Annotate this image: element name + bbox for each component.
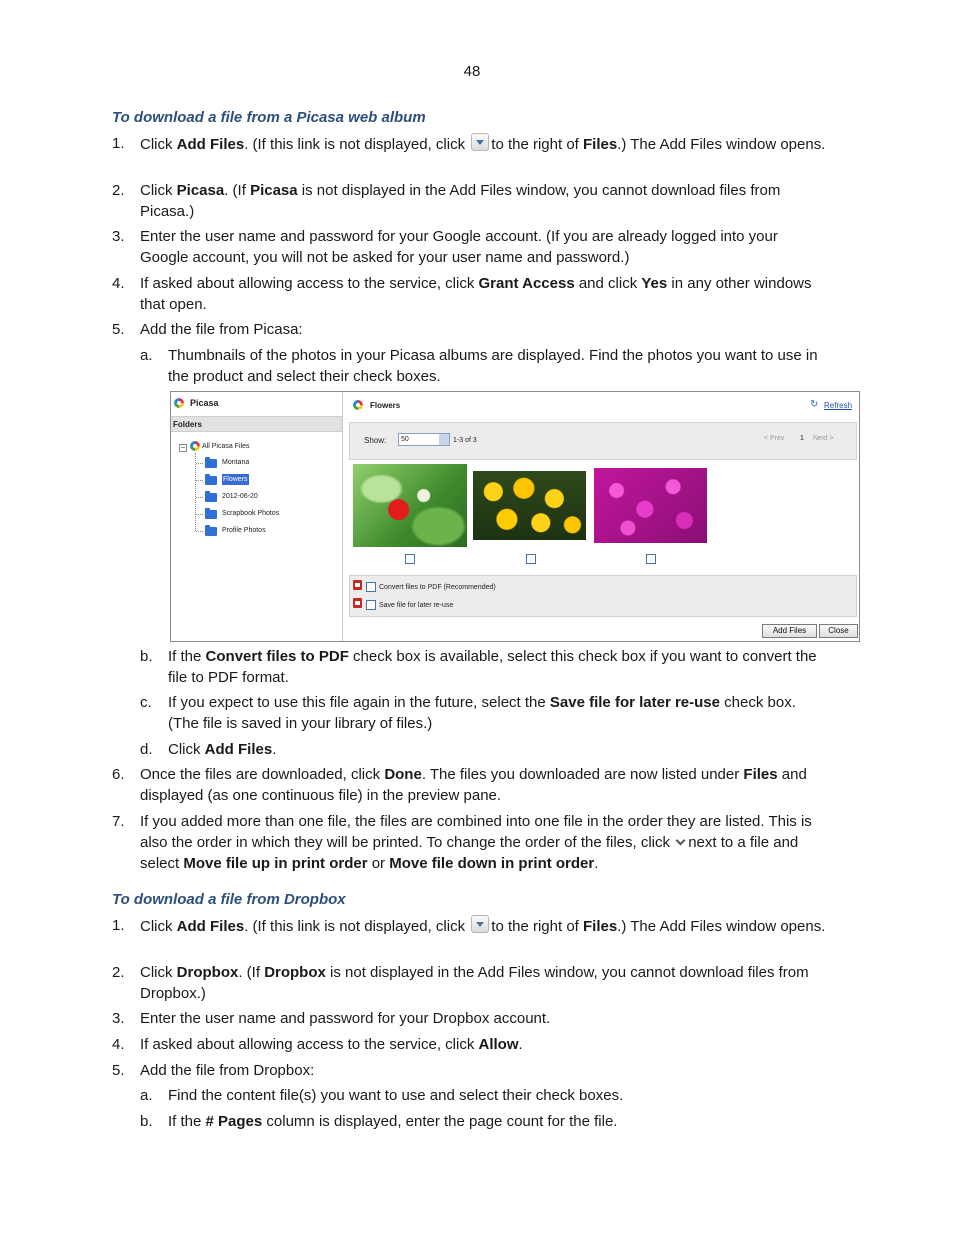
- pdf-icon: [353, 580, 362, 590]
- prev-link[interactable]: < Prev: [764, 435, 785, 442]
- picasa-root-icon: [190, 441, 200, 451]
- options-panel: [349, 575, 857, 617]
- photo-thumbnail[interactable]: [594, 468, 707, 543]
- folders-panel: [171, 392, 343, 641]
- folder-2012-06-20[interactable]: 2012-06-20: [222, 493, 258, 500]
- refresh-link[interactable]: Refresh: [824, 401, 853, 410]
- section-heading-dropbox: To download a file from Dropbox: [112, 891, 346, 908]
- folder-flowers-selected[interactable]: Flowers: [223, 476, 248, 483]
- folder-icon: [205, 493, 217, 502]
- pdf-icon: [353, 598, 362, 608]
- save-reuse-checkbox[interactable]: [366, 600, 376, 610]
- photo-checkbox[interactable]: [405, 554, 415, 564]
- close-button[interactable]: Close: [819, 624, 858, 638]
- folder-icon: [205, 459, 217, 468]
- chevron-down-icon: [675, 836, 687, 848]
- show-select[interactable]: 50: [398, 433, 450, 446]
- convert-pdf-label: Convert files to PDF (Recommended): [379, 584, 496, 591]
- folder-icon: [205, 510, 217, 519]
- collapse-toggle-icon[interactable]: –: [179, 444, 187, 452]
- result-range: 1-3 of 3: [453, 437, 477, 444]
- left-panel-title: Picasa: [190, 398, 219, 408]
- convert-pdf-checkbox[interactable]: [366, 582, 376, 592]
- photos-panel: [343, 392, 859, 641]
- dropdown-arrow-icon: [471, 915, 489, 933]
- folder-profile-photos[interactable]: Profile Photos: [222, 527, 266, 534]
- folder-montana[interactable]: Montana: [222, 459, 250, 466]
- page-indicator: 1: [800, 435, 804, 442]
- picasa-dialog-screenshot: [170, 391, 860, 642]
- folder-scrapbook-photos[interactable]: Scrapbook Photos: [222, 510, 280, 517]
- refresh-icon: ↻: [810, 399, 819, 410]
- photo-thumbnail[interactable]: [353, 464, 467, 547]
- section-heading-picasa: To download a file from a Picasa web album: [112, 109, 426, 126]
- folder-icon: [205, 476, 217, 485]
- photo-thumbnail[interactable]: [473, 471, 586, 540]
- show-label: Show:: [364, 436, 387, 445]
- photo-checkbox[interactable]: [526, 554, 536, 564]
- add-files-button[interactable]: Add Files: [762, 624, 817, 638]
- picasa-logo-icon: [174, 398, 184, 408]
- dropdown-arrow-icon: [471, 133, 489, 151]
- album-title: Flowers: [370, 401, 401, 410]
- folder-icon: [205, 527, 217, 536]
- next-link[interactable]: Next >: [813, 435, 834, 442]
- photo-checkbox[interactable]: [646, 554, 656, 564]
- save-reuse-label: Save file for later re-use: [379, 602, 454, 609]
- page-number: 48: [463, 63, 481, 80]
- folders-header: Folders: [171, 416, 342, 432]
- toolbar: [349, 422, 857, 460]
- tree-root[interactable]: All Picasa Files: [202, 443, 250, 450]
- picasa-logo-icon: [353, 400, 363, 410]
- chevron-down-icon: [439, 434, 449, 445]
